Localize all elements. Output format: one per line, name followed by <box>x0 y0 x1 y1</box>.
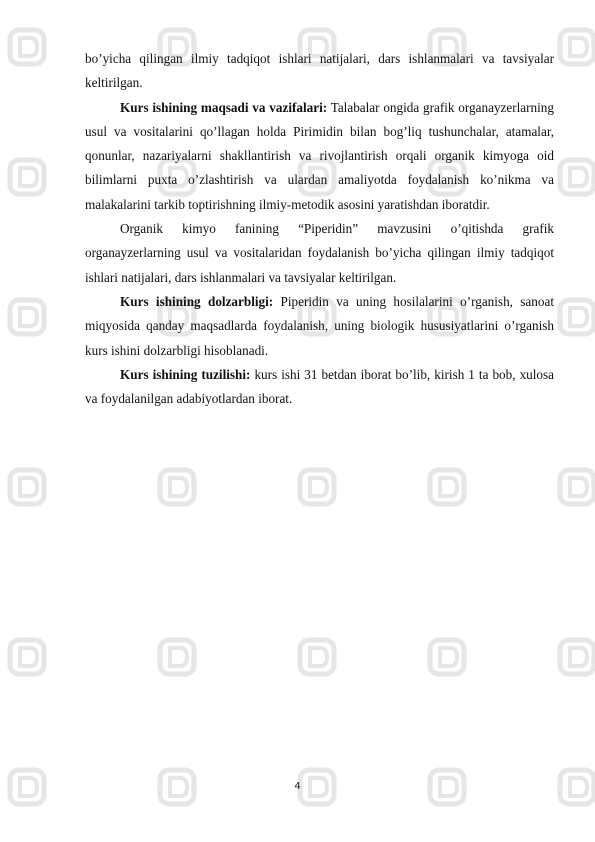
paragraph-objectives <box>85 96 554 217</box>
paragraph-structure <box>85 363 554 412</box>
paragraph-relevance <box>85 290 554 363</box>
watermark-tile <box>10 30 44 64</box>
paragraph-3 <box>85 217 554 290</box>
watermark-tile <box>300 640 334 674</box>
watermark-tile <box>10 470 44 504</box>
watermark-tile <box>160 470 194 504</box>
paragraph-1 <box>85 47 554 96</box>
structure-text: kurs ishi 31 betdan iborat bo’lib, kirish 1 ta bob, xulosa va foydalanilgan adabiyotlardan iborat. <box>85 366 554 407</box>
objectives-heading: Kurs ishining maqsadi va vazifalari: <box>120 99 328 115</box>
watermark-tile <box>300 470 334 504</box>
watermark-tile <box>560 30 594 64</box>
watermark-tile <box>560 470 594 504</box>
relevance-heading: Kurs ishining dolzarbligi: <box>120 293 274 309</box>
objectives-text: Talabalar ongida grafik organayzerlarning usul va vositalarini qo’llagan holda Pirimidin bilan bog’liq tushunchalar, atamalar, qonunlar, nazariyalarni shakllantirish va rivojlantirish orqali organik kimyoga oid bilimlarni puxta o’zlashtirish va ulardan amaliyotda foydalanish ko’nikma va malakalarini tarkib toptirishning ilmiy-metodik asosini yaratishdan iboratdir. <box>85 99 554 212</box>
structure-heading: Kurs ishining tuzilishi: <box>120 366 251 382</box>
watermark-tile <box>560 640 594 674</box>
watermark-tile <box>10 160 44 194</box>
watermark-tile <box>430 470 464 504</box>
watermark-tile <box>560 300 594 334</box>
watermark-tile <box>560 160 594 194</box>
page-number: 4 <box>294 781 301 792</box>
paragraph-3-text: Organik kimyo fanining “Piperidin” mavzusini o’qitishda grafik organayzerlarning usul va vositalaridan foydalanish bo’yicha qilingan ilmiy tadqiqot ishlari natijalari, dars ishlanmalari va tavsiyalar keltirilgan. <box>85 221 554 285</box>
watermark-tile <box>160 640 194 674</box>
relevance-text: Piperidin va uning hosilalarini o’rganish, sanoat miqyosida qanday maqsadlarda foydalanish, uning biologik hususiyatlarini o’rganish kurs ishini dolzarbligi hisoblanadi. <box>85 293 554 358</box>
watermark-tile <box>10 300 44 334</box>
watermark-tile <box>430 640 464 674</box>
document-body <box>85 47 554 411</box>
paragraph-1-text: bo’yicha qilingan ilmiy tadqiqot ishlari natijalari, dars ishlanmalari va tavsiyalar keltirilgan. <box>85 51 554 91</box>
watermark-tile <box>10 640 44 674</box>
